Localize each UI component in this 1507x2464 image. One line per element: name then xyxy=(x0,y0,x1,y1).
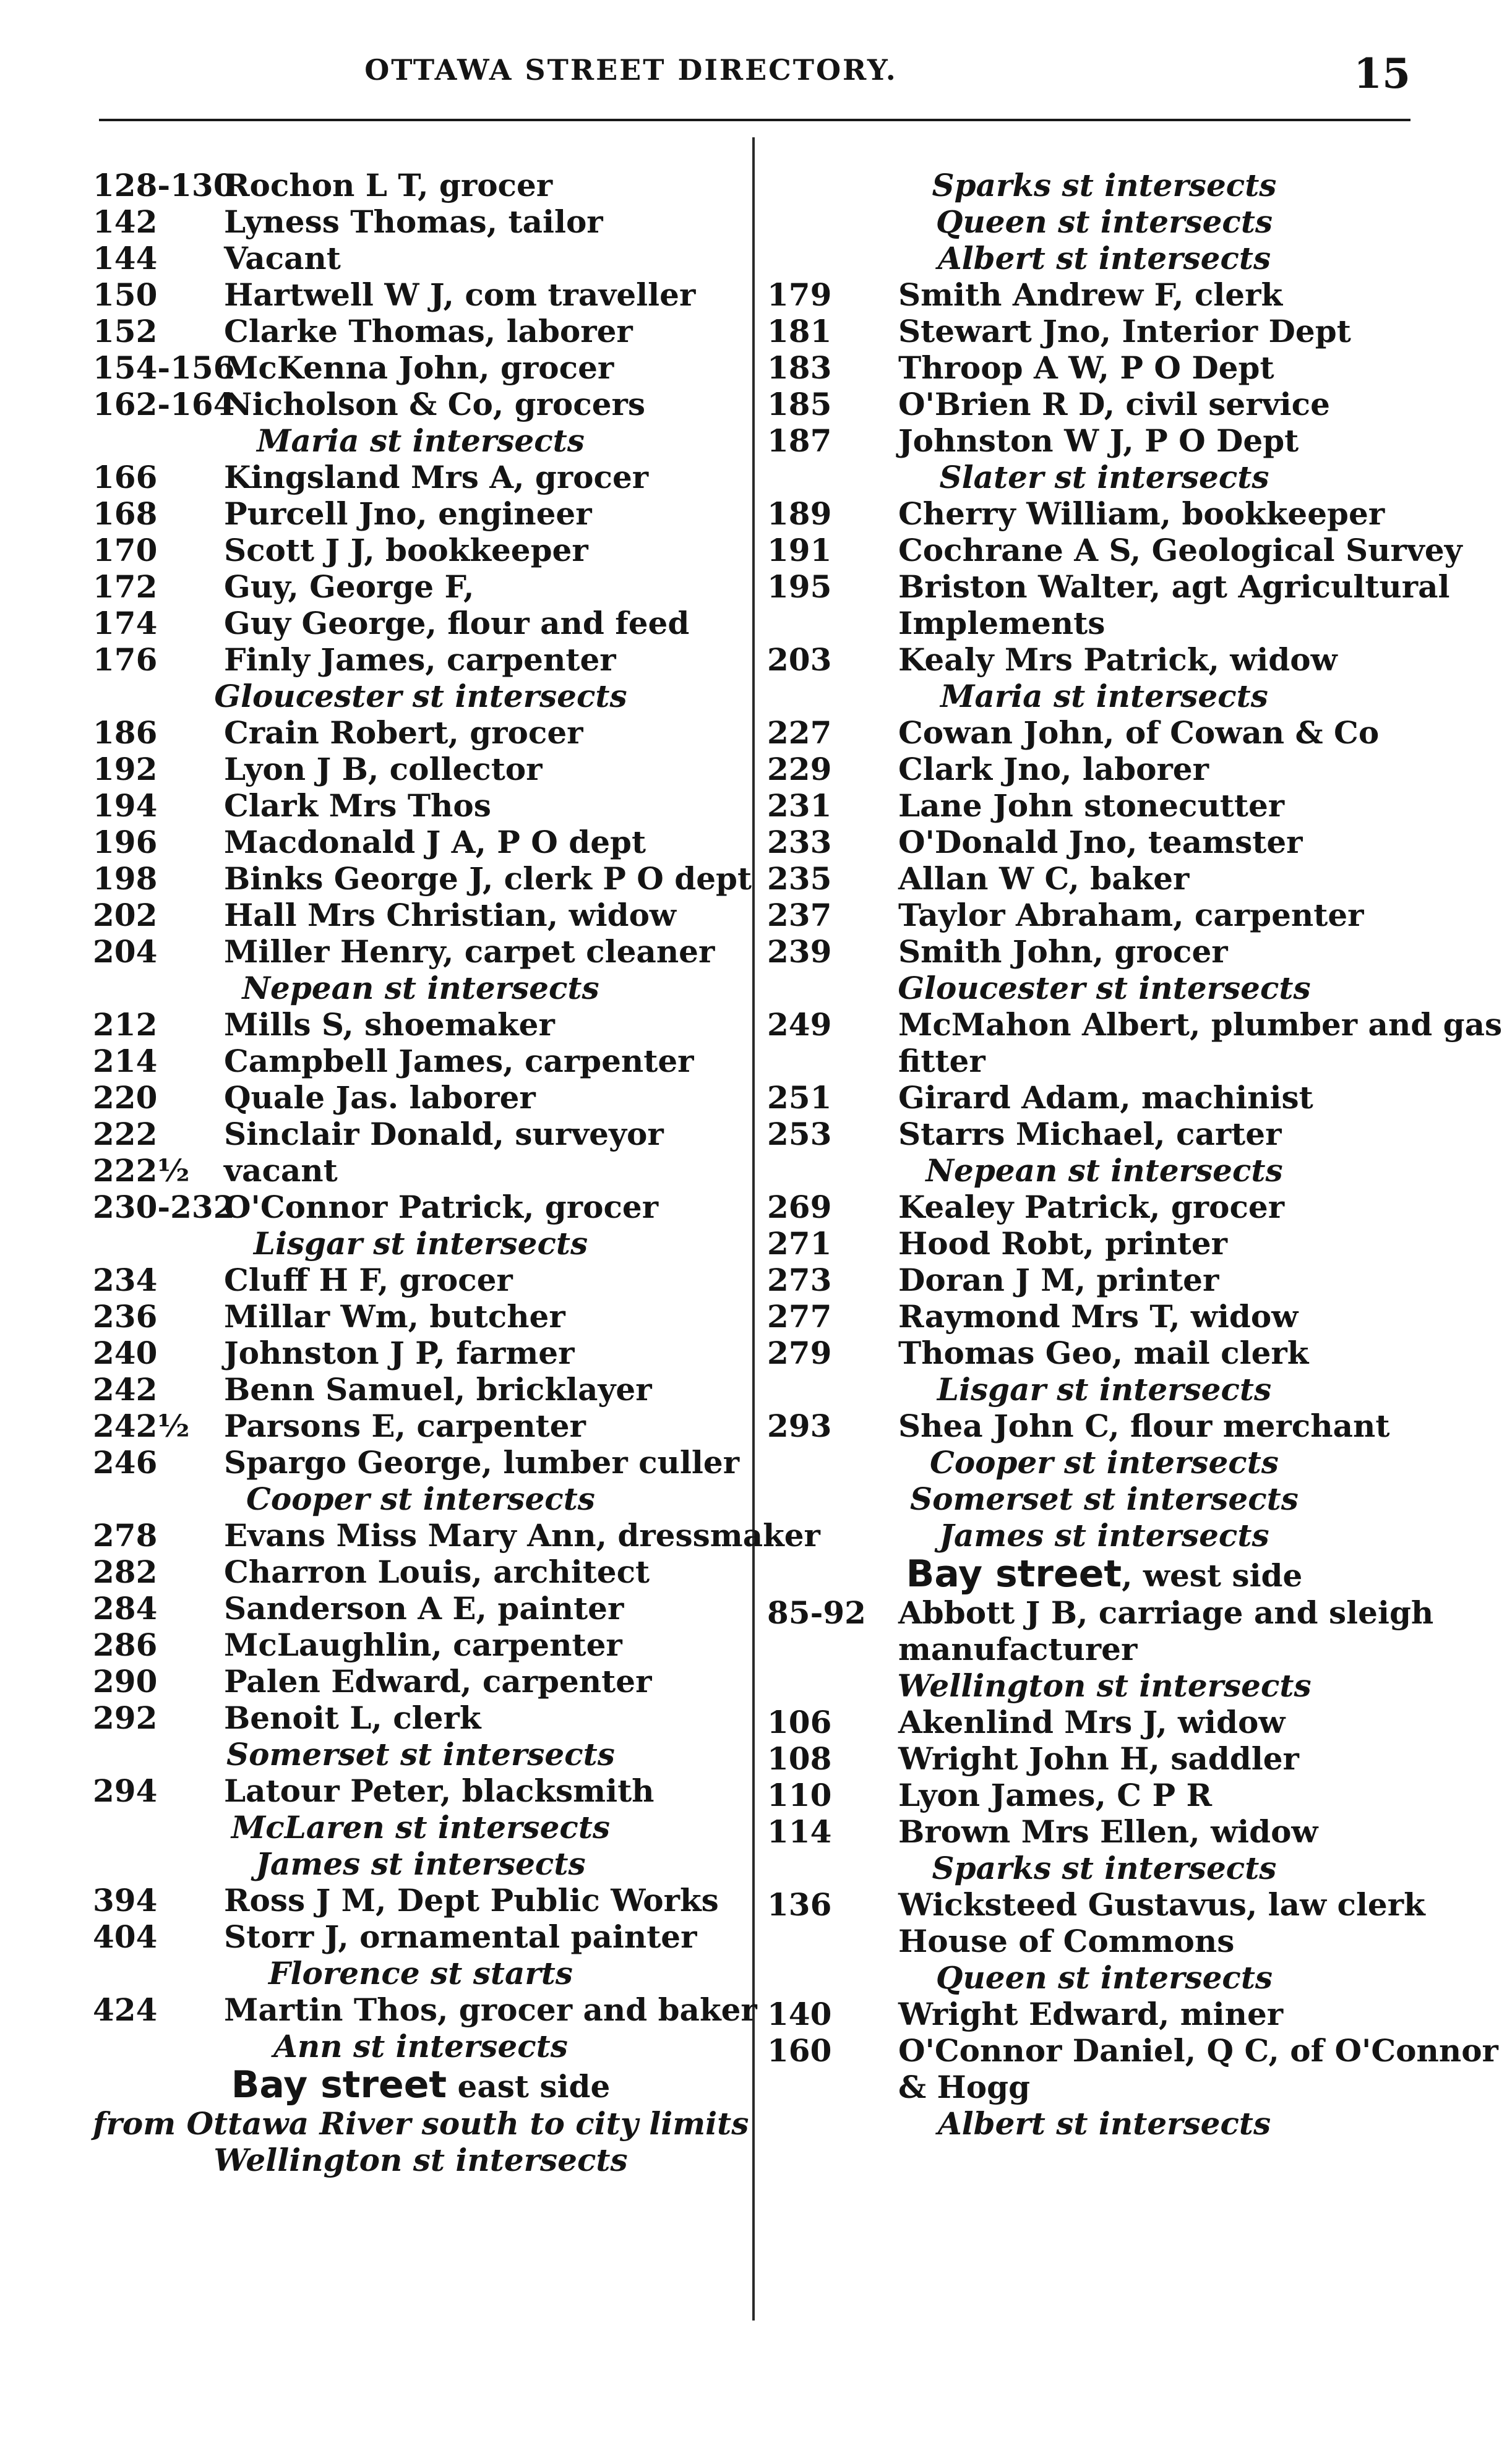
directory-entry xyxy=(93,313,749,349)
cross-street-heading: Gloucester st intersects xyxy=(898,970,1311,1006)
house-number: 179 xyxy=(767,276,832,313)
directory-entry xyxy=(93,860,752,897)
resident-name: Briston Walter, agt Agricultural xyxy=(898,568,1450,605)
resident-name: Lyon James, C P R xyxy=(898,1777,1213,1813)
directory-entry xyxy=(767,1594,1441,1631)
house-number: 172 xyxy=(93,568,158,605)
resident-name: Johnston J P, farmer xyxy=(224,1335,575,1371)
directory-entry xyxy=(767,1079,1441,1116)
resident-name: Akenlind Mrs J, widow xyxy=(898,1704,1286,1740)
directory-entry xyxy=(767,313,1441,349)
directory-entry xyxy=(767,1740,1441,1777)
resident-name: Throop A W, P O Dept xyxy=(898,349,1274,386)
continuation-text: & Hogg xyxy=(898,2069,1031,2105)
directory-entry xyxy=(93,1043,749,1079)
resident-name: Benoit L, clerk xyxy=(224,1700,481,1736)
house-number: 249 xyxy=(767,1006,832,1043)
directory-entry xyxy=(767,641,1441,678)
house-number: 235 xyxy=(767,860,832,897)
resident-name: Palen Edward, carpenter xyxy=(224,1663,652,1700)
directory-entry xyxy=(767,1996,1441,2032)
resident-name: Quale Jas. laborer xyxy=(224,1079,536,1116)
resident-name: Sinclair Donald, surveyor xyxy=(224,1116,664,1152)
directory-entry xyxy=(93,1371,749,1408)
house-number: 140 xyxy=(767,1996,832,2032)
house-number: 240 xyxy=(93,1335,158,1371)
resident-name: Martin Thos, grocer and baker xyxy=(224,1991,757,2028)
directory-entry xyxy=(767,422,1441,459)
entry-continuation xyxy=(767,1043,1441,1079)
resident-name: Doran J M, printer xyxy=(898,1262,1219,1298)
directory-entry xyxy=(767,714,1441,751)
house-number: 242½ xyxy=(93,1408,190,1444)
house-number: 136 xyxy=(767,1886,832,1923)
house-number: 194 xyxy=(93,787,158,824)
house-number: 294 xyxy=(93,1773,158,1809)
cross-street-heading: Sparks st intersects xyxy=(932,167,1277,203)
resident-name: Clark Mrs Thos xyxy=(224,787,491,824)
directory-entry xyxy=(93,532,749,568)
house-number: 204 xyxy=(93,933,158,970)
directory-entry xyxy=(93,751,749,787)
directory-entry xyxy=(93,1116,749,1152)
cross-street-heading: James st intersects xyxy=(939,1517,1269,1554)
directory-entry xyxy=(767,824,1441,860)
house-number: 292 xyxy=(93,1700,158,1736)
directory-entry xyxy=(93,1590,749,1627)
resident-name: Cherry William, bookkeeper xyxy=(898,495,1385,532)
house-number: 222½ xyxy=(93,1152,190,1189)
house-number: 144 xyxy=(93,240,158,276)
house-number: 160 xyxy=(767,2032,832,2069)
house-number: 128-130 xyxy=(93,167,235,203)
directory-entry xyxy=(767,532,1462,568)
cross-street-heading: McLaren st intersects xyxy=(231,1809,611,1846)
cross-street-heading: Queen st intersects xyxy=(935,1959,1273,1996)
resident-name: Wright Edward, miner xyxy=(898,1996,1284,2032)
resident-name: O'Brien R D, civil service xyxy=(898,386,1330,422)
cross-street-heading: Sparks st intersects xyxy=(932,1850,1277,1886)
house-number: 229 xyxy=(767,751,832,787)
directory-entry xyxy=(767,386,1441,422)
house-number: 230-232 xyxy=(93,1189,235,1225)
resident-name: Rochon L T, grocer xyxy=(224,167,553,203)
directory-entry xyxy=(767,1298,1441,1335)
resident-name: Scott J J, bookkeeper xyxy=(224,532,588,568)
directory-entry xyxy=(767,349,1441,386)
resident-name: Cochrane A S, Geological Survey xyxy=(898,532,1462,568)
house-number: 284 xyxy=(93,1590,158,1627)
resident-name: Storr J, ornamental painter xyxy=(224,1919,697,1955)
resident-name: vacant xyxy=(224,1152,338,1189)
directory-entry xyxy=(767,860,1441,897)
cross-street-heading: Nepean st intersects xyxy=(242,970,599,1006)
directory-entry xyxy=(93,1335,749,1371)
resident-name: Allan W C, baker xyxy=(898,860,1190,897)
directory-entry xyxy=(93,1444,749,1481)
cross-street-heading: Slater st intersects xyxy=(939,459,1269,495)
resident-name: Ross J M, Dept Public Works xyxy=(224,1882,719,1919)
directory-entry xyxy=(93,933,749,970)
directory-entry xyxy=(767,787,1441,824)
house-number: 152 xyxy=(93,313,158,349)
directory-entry xyxy=(93,240,749,276)
resident-name: Kingsland Mrs A, grocer xyxy=(224,459,649,495)
directory-entry xyxy=(93,824,749,860)
house-number: 166 xyxy=(93,459,158,495)
resident-name: Hartwell W J, com traveller xyxy=(224,276,696,313)
house-number: 222 xyxy=(93,1116,158,1152)
header-rule xyxy=(99,119,1410,121)
directory-entry xyxy=(93,1991,757,2028)
resident-name: Girard Adam, machinist xyxy=(898,1079,1313,1116)
directory-entry xyxy=(93,1408,749,1444)
house-number: 191 xyxy=(767,532,832,568)
directory-entry xyxy=(767,1335,1441,1371)
entry-continuation xyxy=(767,605,1441,641)
resident-name: Smith Andrew F, clerk xyxy=(898,276,1283,313)
directory-entry xyxy=(93,1298,749,1335)
cross-street-heading: Somerset st intersects xyxy=(910,1481,1299,1517)
house-number: 176 xyxy=(93,641,158,678)
resident-name: Cluff H F, grocer xyxy=(224,1262,513,1298)
resident-name: Benn Samuel, bricklayer xyxy=(224,1371,652,1408)
cross-street-heading: Lisgar st intersects xyxy=(937,1371,1272,1408)
resident-name: Abbott J B, carriage and sleigh xyxy=(898,1594,1434,1631)
resident-name: Evans Miss Mary Ann, dressmaker xyxy=(224,1517,820,1554)
house-number: 195 xyxy=(767,568,832,605)
resident-name: Clarke Thomas, laborer xyxy=(224,313,633,349)
cross-street-heading: Ann st intersects xyxy=(273,2028,568,2064)
entry-continuation xyxy=(767,1631,1441,1667)
house-number: 404 xyxy=(93,1919,158,1955)
directory-entry xyxy=(93,1554,749,1590)
directory-entry xyxy=(767,1006,1503,1043)
resident-name: Purcell Jno, engineer xyxy=(224,495,592,532)
resident-name: Latour Peter, blacksmith xyxy=(224,1773,655,1809)
house-number: 108 xyxy=(767,1740,832,1777)
directory-entry xyxy=(93,1663,749,1700)
continuation-text: manufacturer xyxy=(898,1631,1138,1667)
house-number: 231 xyxy=(767,787,832,824)
house-number: 236 xyxy=(93,1298,158,1335)
resident-name: Kealy Mrs Patrick, widow xyxy=(898,641,1337,678)
directory-entry xyxy=(93,167,749,203)
directory-entry xyxy=(93,1700,749,1736)
cross-street-heading: Queen st intersects xyxy=(935,203,1273,240)
resident-name: Miller Henry, carpet cleaner xyxy=(224,933,715,970)
directory-entry xyxy=(767,568,1450,605)
resident-name: O'Connor Patrick, grocer xyxy=(224,1189,659,1225)
house-number: 185 xyxy=(767,386,832,422)
resident-name: Guy George, flour and feed xyxy=(224,605,690,641)
house-number: 189 xyxy=(767,495,832,532)
directory-entry xyxy=(767,1262,1441,1298)
continuation-text: House of Commons xyxy=(898,1923,1235,1959)
page-number: 15 xyxy=(1354,49,1410,98)
resident-name: Thomas Geo, mail clerk xyxy=(898,1335,1309,1371)
resident-name: Campbell James, carpenter xyxy=(224,1043,694,1079)
resident-name: Shea John C, flour merchant xyxy=(898,1408,1390,1444)
house-number: 170 xyxy=(93,532,158,568)
house-number: 154-156 xyxy=(93,349,235,386)
directory-entry xyxy=(93,1773,749,1809)
house-number: 269 xyxy=(767,1189,832,1225)
house-number: 187 xyxy=(767,422,832,459)
resident-name: Binks George J, clerk P O dept xyxy=(224,860,752,897)
resident-name: Hall Mrs Christian, widow xyxy=(224,897,676,933)
resident-name: Crain Robert, grocer xyxy=(224,714,583,751)
house-number: 168 xyxy=(93,495,158,532)
resident-name: Wicksteed Gustavus, law clerk xyxy=(898,1886,1425,1923)
directory-entry xyxy=(93,349,749,386)
directory-entry xyxy=(767,495,1441,532)
house-number: 293 xyxy=(767,1408,832,1444)
house-number: 394 xyxy=(93,1882,158,1919)
house-number: 227 xyxy=(767,714,832,751)
cross-street-heading: from Ottawa River south to city limits xyxy=(93,2105,749,2142)
directory-entry xyxy=(93,495,749,532)
street-heading xyxy=(93,2064,749,2105)
resident-name: Millar Wm, butcher xyxy=(224,1298,565,1335)
house-number: 150 xyxy=(93,276,158,313)
directory-entry xyxy=(93,568,749,605)
page-title: OTTAWA STREET DIRECTORY. xyxy=(364,53,898,87)
directory-entry xyxy=(93,714,749,751)
directory-entry xyxy=(767,276,1441,313)
house-number: 282 xyxy=(93,1554,158,1590)
house-number: 196 xyxy=(93,824,158,860)
cross-street-heading: Albert st intersects xyxy=(937,240,1271,276)
house-number: 251 xyxy=(767,1079,832,1116)
street-side: , west side xyxy=(1122,1557,1303,1594)
resident-name: Raymond Mrs T, widow xyxy=(898,1298,1299,1335)
house-number: 246 xyxy=(93,1444,158,1481)
directory-entry xyxy=(93,1627,749,1663)
directory-entry xyxy=(93,1152,749,1189)
resident-name: Guy, George F, xyxy=(224,568,474,605)
right-column xyxy=(767,167,1503,2142)
street-name: Bay street xyxy=(906,1552,1122,1596)
resident-name: Mills S, shoemaker xyxy=(224,1006,555,1043)
house-number: 114 xyxy=(767,1813,832,1850)
continuation-text: Implements xyxy=(898,605,1106,641)
resident-name: Lyness Thomas, tailor xyxy=(224,203,603,240)
house-number: 253 xyxy=(767,1116,832,1152)
cross-street-heading: Wellington st intersects xyxy=(213,2142,628,2178)
resident-name: Cowan John, of Cowan & Co xyxy=(898,714,1380,751)
cross-street-heading: Florence st starts xyxy=(268,1955,573,1991)
directory-entry xyxy=(93,276,749,313)
house-number: 286 xyxy=(93,1627,158,1663)
directory-entry xyxy=(767,1777,1441,1813)
cross-street-heading: James st intersects xyxy=(255,1846,586,1882)
directory-entry xyxy=(767,1116,1441,1152)
resident-name: Clark Jno, laborer xyxy=(898,751,1209,787)
resident-name: Nicholson & Co, grocers xyxy=(224,386,646,422)
house-number: 271 xyxy=(767,1225,832,1262)
cross-street-heading: Somerset st intersects xyxy=(226,1736,615,1773)
house-number: 183 xyxy=(767,349,832,386)
directory-entry xyxy=(767,1886,1441,1923)
cross-street-heading: Cooper st intersects xyxy=(930,1444,1279,1481)
page-header xyxy=(99,49,1435,118)
resident-name: Charron Louis, architect xyxy=(224,1554,650,1590)
resident-name: Hood Robt, printer xyxy=(898,1225,1227,1262)
house-number: 273 xyxy=(767,1262,832,1298)
directory-entry xyxy=(93,386,749,422)
house-number: 278 xyxy=(93,1517,158,1554)
resident-name: Sanderson A E, painter xyxy=(224,1590,624,1627)
directory-entry xyxy=(93,1882,749,1919)
house-number: 242 xyxy=(93,1371,158,1408)
directory-entry xyxy=(767,897,1441,933)
cross-street-heading: Cooper st intersects xyxy=(246,1481,595,1517)
house-number: 202 xyxy=(93,897,158,933)
directory-entry xyxy=(93,641,749,678)
house-number: 142 xyxy=(93,203,158,240)
cross-street-heading: Gloucester st intersects xyxy=(214,678,627,714)
resident-name: Johnston W J, P O Dept xyxy=(898,422,1299,459)
entry-continuation xyxy=(767,2069,1441,2105)
street-name: Bay street xyxy=(231,2063,447,2107)
cross-street-heading: Lisgar st intersects xyxy=(253,1225,588,1262)
house-number: 162-164 xyxy=(93,386,235,422)
directory-entry xyxy=(93,203,749,240)
directory-entry xyxy=(93,1919,749,1955)
directory-entry xyxy=(93,897,749,933)
house-number: 277 xyxy=(767,1298,832,1335)
cross-street-heading: Nepean st intersects xyxy=(925,1152,1283,1189)
cross-street-heading: Wellington st intersects xyxy=(897,1667,1312,1704)
entry-continuation xyxy=(767,1923,1441,1959)
resident-name: Kealey Patrick, grocer xyxy=(898,1189,1285,1225)
cross-street-heading: Maria st intersects xyxy=(940,678,1268,714)
house-number: 110 xyxy=(767,1777,832,1813)
resident-name: Parsons E, carpenter xyxy=(224,1408,586,1444)
house-number: 290 xyxy=(93,1663,158,1700)
house-number: 85-92 xyxy=(767,1594,866,1631)
house-number: 233 xyxy=(767,824,832,860)
resident-name: Smith John, grocer xyxy=(898,933,1228,970)
directory-entry xyxy=(93,459,749,495)
house-number: 212 xyxy=(93,1006,158,1043)
house-number: 234 xyxy=(93,1262,158,1298)
directory-entry xyxy=(93,1189,749,1225)
directory-entry xyxy=(767,933,1441,970)
resident-name: McKenna John, grocer xyxy=(224,349,614,386)
directory-entry xyxy=(767,1704,1441,1740)
resident-name: O'Donald Jno, teamster xyxy=(898,824,1303,860)
directory-entry xyxy=(93,1517,820,1554)
resident-name: Lyon J B, collector xyxy=(224,751,543,787)
street-side: east side xyxy=(447,2068,611,2105)
resident-name: Lane John stonecutter xyxy=(898,787,1285,824)
house-number: 239 xyxy=(767,933,832,970)
directory-entry xyxy=(767,1189,1441,1225)
resident-name: Wright John H, saddler xyxy=(898,1740,1299,1777)
directory-entry xyxy=(93,605,749,641)
continuation-text: fitter xyxy=(898,1043,985,1079)
resident-name: Vacant xyxy=(224,240,341,276)
resident-name: McLaughlin, carpenter xyxy=(224,1627,622,1663)
house-number: 424 xyxy=(93,1991,158,2028)
directory-entry xyxy=(93,1079,749,1116)
directory-entry xyxy=(767,1813,1441,1850)
directory-entry xyxy=(767,1225,1441,1262)
house-number: 220 xyxy=(93,1079,158,1116)
directory-entry xyxy=(767,2032,1498,2069)
resident-name: Brown Mrs Ellen, widow xyxy=(898,1813,1318,1850)
house-number: 237 xyxy=(767,897,832,933)
street-heading xyxy=(767,1554,1441,1594)
directory-entry xyxy=(767,1408,1441,1444)
house-number: 181 xyxy=(767,313,832,349)
resident-name: Spargo George, lumber culler xyxy=(224,1444,740,1481)
resident-name: O'Connor Daniel, Q C, of O'Connor xyxy=(898,2032,1498,2069)
resident-name: Starrs Michael, carter xyxy=(898,1116,1282,1152)
house-number: 203 xyxy=(767,641,832,678)
cross-street-heading: Albert st intersects xyxy=(937,2105,1271,2142)
house-number: 106 xyxy=(767,1704,832,1740)
house-number: 279 xyxy=(767,1335,832,1371)
house-number: 192 xyxy=(93,751,158,787)
directory-entry xyxy=(93,1262,749,1298)
directory-entry xyxy=(93,787,749,824)
directory-entry xyxy=(767,751,1441,787)
resident-name: Finly James, carpenter xyxy=(224,641,616,678)
house-number: 198 xyxy=(93,860,158,897)
house-number: 174 xyxy=(93,605,158,641)
house-number: 186 xyxy=(93,714,158,751)
cross-street-heading: Maria st intersects xyxy=(257,422,585,459)
resident-name: Macdonald J A, P O dept xyxy=(224,824,646,860)
resident-name: Stewart Jno, Interior Dept xyxy=(898,313,1351,349)
resident-name: McMahon Albert, plumber and gas xyxy=(898,1006,1503,1043)
resident-name: Taylor Abraham, carpenter xyxy=(898,897,1364,933)
house-number: 214 xyxy=(93,1043,158,1079)
directory-entry xyxy=(93,1006,749,1043)
